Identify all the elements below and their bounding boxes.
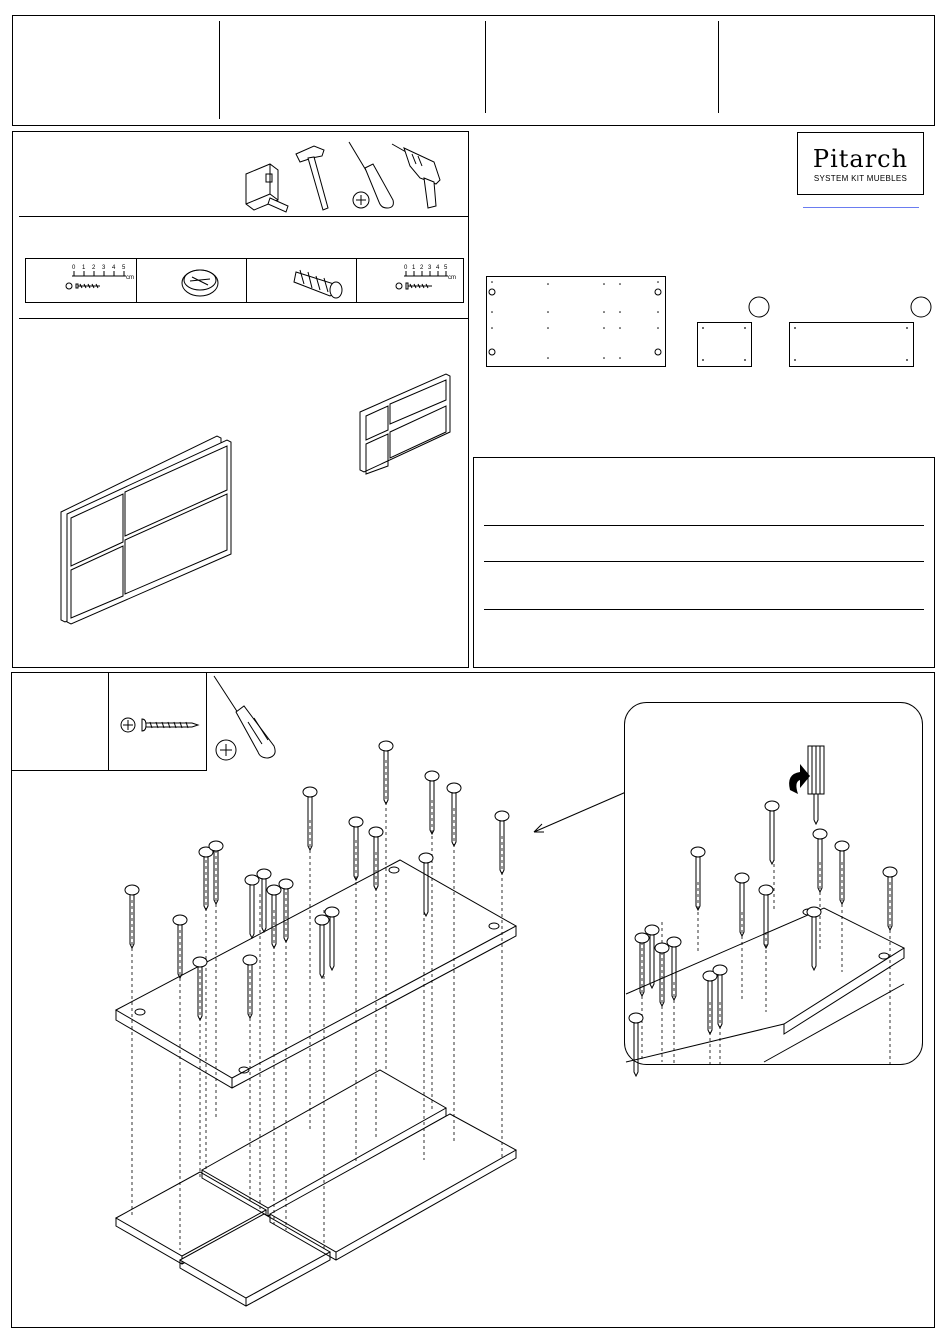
ruler-unit: cm <box>448 275 456 281</box>
ruler-tick: 0 <box>404 265 408 271</box>
ruler-tick: 5 <box>122 265 126 271</box>
hammer-icon <box>292 142 332 214</box>
header-box <box>12 15 935 126</box>
drill-icon <box>390 140 450 212</box>
ruler-tick: 4 <box>112 265 116 271</box>
tools-divider <box>19 216 469 217</box>
ruler-tick: 5 <box>444 265 448 271</box>
tape-measure-icon <box>240 160 292 216</box>
notes-box <box>473 457 935 668</box>
notes-rule <box>484 609 924 610</box>
header-divider-3 <box>718 21 719 113</box>
wall-plug-icon <box>290 262 350 300</box>
website-link[interactable] <box>803 207 919 208</box>
ruler-tick: 2 <box>92 265 96 271</box>
brand-name: Pitarch <box>812 145 909 173</box>
header-divider-2 <box>485 21 486 113</box>
screw-a-ruler <box>60 262 140 298</box>
panel-c-label-circle <box>748 296 770 318</box>
detail-callout <box>624 702 924 1066</box>
hardware-divider <box>19 318 469 319</box>
notes-rule <box>484 561 924 562</box>
notes-rule <box>484 525 924 526</box>
panel-d-diagram <box>789 322 915 368</box>
brand-logo <box>797 132 924 195</box>
ruler-tick: 1 <box>82 265 86 271</box>
header-divider-1 <box>219 21 220 119</box>
brand-tagline: SYSTEM KIT MUEBLES <box>813 174 908 183</box>
ruler-unit: cm <box>126 275 134 281</box>
step-screw-icon <box>118 712 200 738</box>
cam-lock-icon <box>178 265 222 299</box>
screw-b-ruler <box>392 262 462 298</box>
ruler-tick: 2 <box>420 265 424 271</box>
ruler-tick: 1 <box>412 265 416 271</box>
panel-drill-diagram-main <box>486 276 666 368</box>
exploded-assembly-drawing <box>110 740 530 1320</box>
step-number-box <box>11 672 109 771</box>
ruler-tick: 0 <box>72 265 76 271</box>
ruler-tick: 4 <box>436 265 440 271</box>
ruler-tick: 3 <box>102 265 106 271</box>
ruler-tick: 3 <box>428 265 432 271</box>
panel-c-diagram <box>697 322 753 368</box>
panel-assembly-small <box>358 372 452 476</box>
panel-assembly-large <box>55 432 235 622</box>
detail-pointer-arrow <box>528 790 628 836</box>
panel-d-label-circle <box>910 296 932 318</box>
